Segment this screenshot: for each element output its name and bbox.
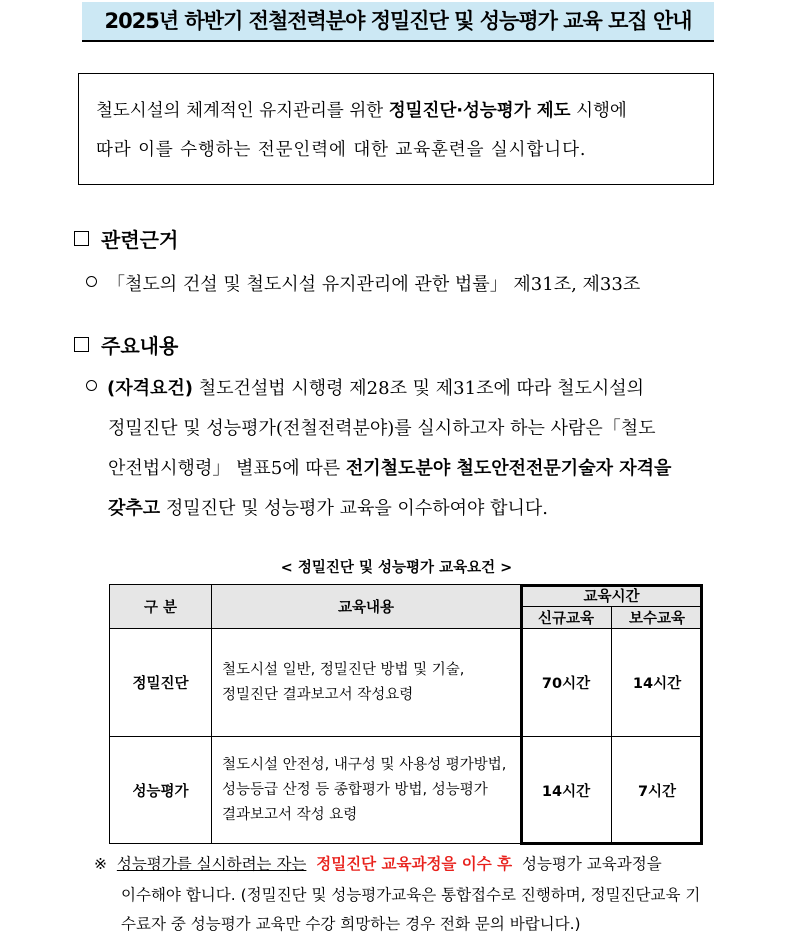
note-highlight: 정밀진단 교육과정을 이수 후 [316, 855, 513, 873]
intro-line-2: 따라 이를 수행하는 전문인력에 대한 교육훈련을 실시합니다. [96, 140, 587, 160]
main-para-line-3: 안전법시행령」 별표5에 따른 전기철도분야 철도안전전문기술자 자격을 [108, 458, 672, 479]
row-category: 정밀진단 [110, 629, 212, 737]
intro-line-1: 철도시설의 체계적인 유지관리를 위한 정밀진단·성능평가 제도 시행에 [96, 101, 627, 121]
row-content: 철도시설 일반, 정밀진단 방법 및 기술, 정밀진단 결과보고서 작성요령 [212, 629, 521, 737]
education-requirements-table [109, 584, 703, 844]
row-refresh-hours: 7시간 [612, 737, 703, 844]
table-row [110, 737, 703, 844]
row-refresh-hours: 14시간 [612, 629, 703, 737]
note-line-2: 이수해야 합니다. (정밀진단 및 성능평가교육은 통합접수로 진행하며, 정밀진단교육 기 [121, 886, 701, 904]
intro-box [78, 73, 714, 185]
header-category: 구 분 [110, 585, 212, 629]
checkbox-square-icon [74, 337, 89, 352]
basis-item: 「철도의 건설 및 철도시설 유지관리에 관한 법률」 제31조, 제33조 [86, 270, 640, 296]
table-caption: < 정밀진단 및 성능평가 교육요건 > [280, 560, 513, 576]
section-heading-basis: 관련근거 [74, 224, 178, 253]
header-refresh: 보수교육 [612, 607, 703, 629]
main-para-line-1: (자격요건) 철도건설법 시행령 제28조 및 제31조에 따라 철도시설의 [86, 374, 644, 400]
table-row [110, 629, 703, 737]
page-title: 2025년 하반기 전철전력분야 정밀진단 및 성능평가 교육 모집 안내 [104, 9, 692, 33]
main-para-line-4: 갖추고 정밀진단 및 성능평가 교육을 이수하여야 합니다. [108, 498, 548, 519]
row-content: 철도시설 안전성, 내구성 및 사용성 평가방법, 성능등급 산정 등 종합평가 방법, 성능평가 결과보고서 작성 요령 [212, 737, 521, 844]
header-content: 교육내용 [212, 585, 521, 629]
intro-highlight: 정밀진단·성능평가 제도 [388, 101, 571, 121]
note-line-3: 수료자 중 성능평가 교육만 수강 희망하는 경우 전화 문의 바랍니다.) [121, 915, 581, 933]
note-line-1: ※ 성능평가를 실시하려는 자는 정밀진단 교육과정을 이수 후 성능평가 교육과정을 [94, 855, 662, 873]
main-para-line-2: 정밀진단 및 성능평가(전철전력분야)를 실시하고자 하는 사람은「철도 [108, 418, 656, 439]
circle-bullet-icon [86, 276, 97, 287]
circle-bullet-icon [86, 380, 97, 391]
row-new-hours: 70시간 [521, 629, 612, 737]
header-new: 신규교육 [521, 607, 612, 629]
section-heading-main: 주요내용 [74, 330, 178, 359]
checkbox-square-icon [74, 231, 89, 246]
header-time: 교육시간 [521, 585, 703, 607]
row-category: 성능평가 [110, 737, 212, 844]
row-new-hours: 14시간 [521, 737, 612, 844]
